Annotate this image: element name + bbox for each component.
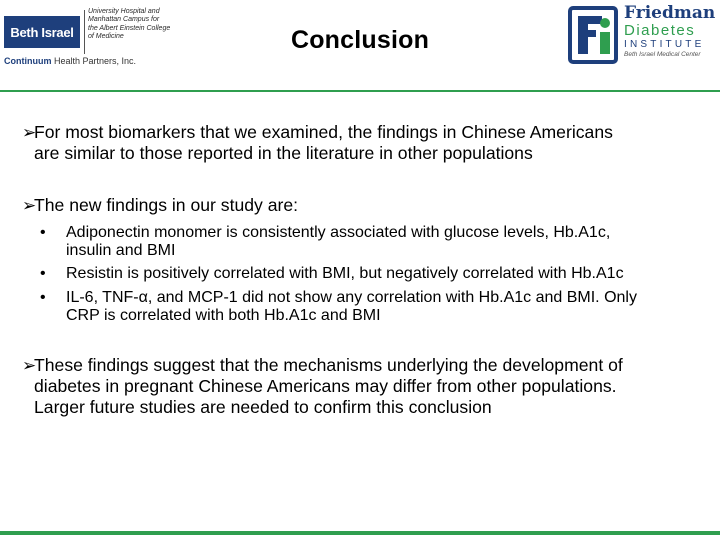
bullet-text: The new findings in our study are: (34, 195, 299, 215)
sub-bullet-text: IL-6, TNF-α, and MCP-1 did not show any correlation with Hb.A1c and BMI. Only CRP is correlated with both Hb.A1c and BMI (66, 289, 637, 324)
fdi-emblem-icon (568, 6, 620, 64)
dot-bullet-icon: • (40, 224, 46, 241)
friedman-diabetes-institute-logo (568, 4, 718, 68)
dot-bullet-icon: • (40, 289, 46, 306)
header-divider (0, 90, 720, 92)
arrowhead-bullet-icon: ➢ (22, 356, 37, 375)
arrowhead-bullet-icon: ➢ (22, 123, 37, 142)
continuum-network-label: Continuum Health Partners, Inc. (4, 56, 137, 66)
page-title: Conclusion (290, 26, 430, 54)
bullet-text: These findings suggest that the mechanisms underlying the development of diabetes in pregnant Chinese Americans may differ from other populations. Larger future studies are needed to confirm this conclusion (34, 355, 623, 417)
sub-bullet-text: Resistin is positively correlated with BMI, but negatively correlated with Hb.A1c (66, 265, 624, 282)
arrowhead-bullet-icon: ➢ (22, 196, 37, 215)
beth-israel-affiliation: University Hospital and Manhattan Campus for the Albert Einstein College of Medicine (88, 8, 171, 41)
sub-bullet-text: Adiponectin monomer is consistently associated with glucose levels, Hb.A1c, insulin and BMI (66, 224, 611, 259)
beth-israel-wordmark: Beth Israel (4, 16, 80, 48)
dot-bullet-icon: • (40, 265, 46, 282)
fdi-wordmark: Friedman Diabetes INSTITUTE Beth Israel Medical Center (624, 3, 716, 58)
bullet-text: For most biomarkers that we examined, the findings in Chinese Americans are similar to those reported in the literature in other populations (34, 122, 613, 163)
footer-divider (0, 531, 720, 535)
